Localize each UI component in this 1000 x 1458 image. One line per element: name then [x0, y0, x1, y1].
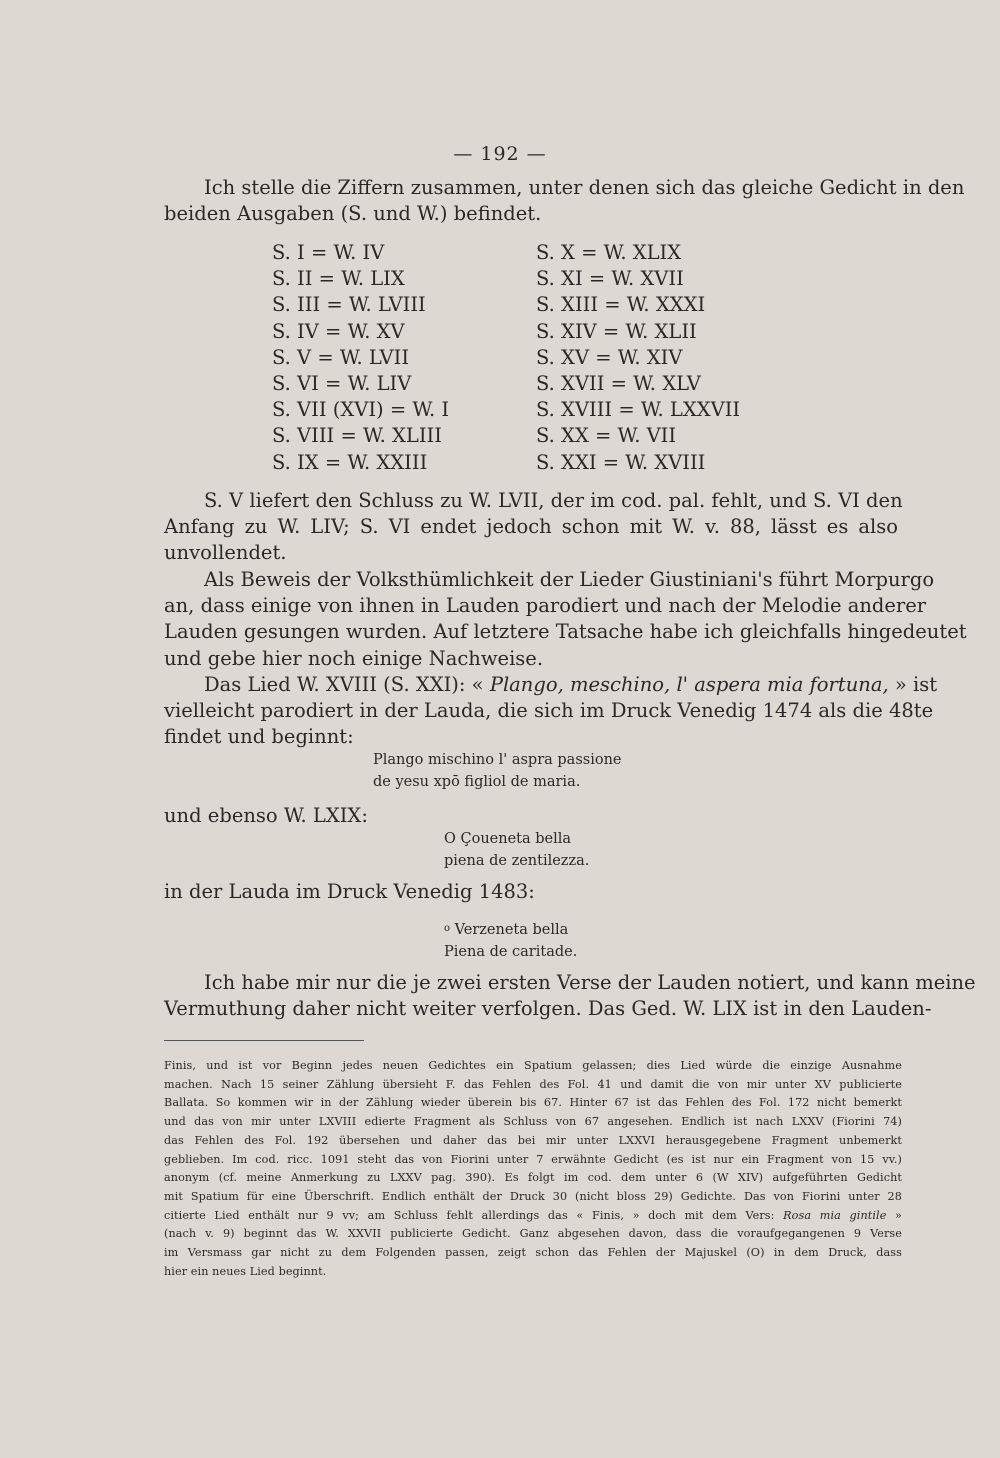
text-line: findet und beginnt: — [164, 725, 354, 749]
concordance-entry: S. IV = W. XV — [272, 319, 405, 343]
song-title: Plango, meschino, l' aspera mia fortuna, — [489, 673, 889, 696]
text-line: Anfang zu W. LIV; S. VI endet jedoch schon mit W. v. 88, lässt es also — [164, 515, 898, 539]
footnote-line: das Fehlen des Fol. 192 übersehen und daher das bei mir unter LXXVI herausgegebene Fragment unbemerkt — [164, 1133, 902, 1147]
paragraph-lied — [164, 672, 938, 751]
text-line: Als Beweis der Volksthümlichkeit der Lieder Giustiniani's führt Morpurgo — [204, 568, 935, 591]
concordance-entry: S. II = W. LIX — [272, 267, 405, 291]
quote-line: piena de zentilezza. — [444, 853, 590, 869]
concordance-entry: S. X = W. XLIX — [536, 241, 682, 264]
concordance-entry: S. XXI = W. XVIII — [536, 450, 706, 474]
footnote-line: mit Spatium für eine Überschrift. Endlich enthält der Druck 30 (nicht bloss 29) Gedichte. Das von Fiorini unter 28 — [164, 1189, 902, 1203]
text-line: S. V liefert den Schluss zu W. LVII, der im cod. pal. fehlt, und S. VI den — [204, 489, 903, 512]
concordance-entry: S. XX = W. VII — [536, 424, 677, 448]
footnote-line: anonym (cf. meine Anmerkung zu LXXV pag. 390). Es folgt im cod. dem unter 6 (W XIV) aufgeführten Gedicht — [164, 1171, 902, 1185]
footnote-line: hier ein neues Lied beginnt. — [164, 1264, 327, 1278]
concordance-entry: S. XIII = W. XXXI — [536, 293, 706, 317]
concordance-entry: S. VI = W. LIV — [272, 372, 412, 396]
concordance-entry: S. III = W. LVIII — [272, 293, 426, 317]
concordance-left-column — [272, 240, 449, 476]
quote-line — [444, 918, 577, 941]
text-segment: citierte Lied enthält nur 9 vv; am Schluss fehlt allerdings das « Finis, » doch mit dem Vers: — [164, 1208, 784, 1222]
footnote-line: Ballata. So kommen wir in der Zählung wieder überein bis 67. Hinter 67 ist das Fehlen des Fol. 172 nicht bemerkt — [164, 1096, 902, 1110]
footnote-line — [164, 1207, 902, 1226]
intro-paragraph — [164, 175, 965, 227]
text-line: Lauden gesungen wurden. Auf letztere Tatsache habe ich gleichfalls hingedeutet — [164, 620, 967, 644]
lauda-quote-1474 — [373, 749, 621, 793]
lauda-quote-1483 — [444, 918, 577, 963]
ebenso-line: und ebenso W. LXIX: — [164, 804, 368, 827]
giustiniani-quote — [444, 828, 589, 872]
footnote-line: und das von mir unter LXVIII edierte Fragment als Schluss von 67 angesehen. Endlich ist nach LXXV (Fiorini 74) — [164, 1115, 902, 1129]
concordance-entry: S. XV = W. XIV — [536, 345, 683, 369]
footnote-line: im Versmass gar nicht zu dem Folgenden passen, zeigt schon das Fehlen der Majuskel (O) in dem Druck, dass — [164, 1246, 902, 1260]
paragraph-s-v — [164, 488, 903, 567]
quote-line: de yesu xpō figliol de maria. — [373, 774, 581, 790]
text-line: vielleicht parodiert in der Lauda, die sich im Druck Venedig 1474 als die 48te — [164, 699, 934, 723]
quote-line: O Çoueneta bella — [444, 831, 572, 847]
footnote-line: (nach v. 9) beginnt das W. XXVII publicierte Gedicht. Ganz abgesehen davon, dass die voraufgegangenen 9 Verse — [164, 1227, 902, 1241]
concordance-entry: S. VII (XVI) = W. I — [272, 398, 450, 422]
footnote — [164, 1057, 902, 1281]
quote-text: Verzeneta bella — [454, 922, 569, 938]
lauda-1483-line: in der Lauda im Druck Venedig 1483: — [164, 880, 535, 903]
quote-line: Plango mischino l' aspra passione — [373, 752, 622, 768]
text-segment: » — [886, 1208, 903, 1222]
degree-mark: o — [444, 923, 451, 934]
concordance-entry: S. XIV = W. XLII — [536, 319, 697, 343]
paragraph-beweis — [164, 567, 967, 672]
concordance-entry: S. I = W. IV — [272, 241, 385, 264]
text-segment: » ist — [888, 673, 938, 696]
concordance-entry: S. V = W. LVII — [272, 345, 410, 369]
footnote-line: Finis, und ist vor Beginn jedes neuen Gedichtes ein Spatium gelassen; dies Lied würde die einzige Ausnahme — [164, 1059, 902, 1072]
quote-line: Piena de caritade. — [444, 944, 578, 960]
text-line: und gebe hier noch einige Nachweise. — [164, 646, 544, 670]
concordance-right-column — [536, 240, 740, 476]
concordance-entry: S. IX = W. XXIII — [272, 450, 428, 474]
concordance-entry: S. XVII = W. XLV — [536, 372, 701, 396]
text-line — [164, 672, 938, 698]
concordance-entry: S. XVIII = W. LXXVII — [536, 398, 741, 422]
text-line: beiden Ausgaben (S. und W.) befindet. — [164, 202, 542, 226]
text-line: Vermuthung daher nicht weiter verfolgen. Das Ged. W. LIX ist in den Lauden- — [164, 997, 932, 1021]
page-number: — 192 — — [453, 143, 547, 165]
paragraph-closing — [164, 970, 976, 1022]
text-line: Ich habe mir nur die je zwei ersten Verse der Lauden notiert, und kann meine — [204, 971, 976, 994]
footnote-rule — [164, 1040, 364, 1041]
footnote-line: geblieben. Im cod. ricc. 1091 steht das von Fiorini unter 7 erwähnte Gedicht (es ist nur ein Fragment von 15 vv.) — [164, 1152, 902, 1166]
concordance-entry: S. VIII = W. XLIII — [272, 424, 442, 448]
concordance-entry: S. XI = W. XVII — [536, 267, 684, 291]
footnote-line: machen. Nach 15 seiner Zählung übersieht F. das Fehlen des Fol. 41 und damit die von mir unter XV publicierte — [164, 1077, 902, 1091]
text-line: an, dass einige von ihnen in Lauden parodiert und nach der Melodie anderer — [164, 594, 927, 618]
text-line: unvollendet. — [164, 541, 287, 565]
text-segment: Das Lied W. XVIII (S. XXI): « — [204, 673, 490, 696]
verse-citation: Rosa mia gintile — [783, 1208, 887, 1222]
text-line: Ich stelle die Ziffern zusammen, unter denen sich das gleiche Gedicht in den — [204, 176, 965, 199]
